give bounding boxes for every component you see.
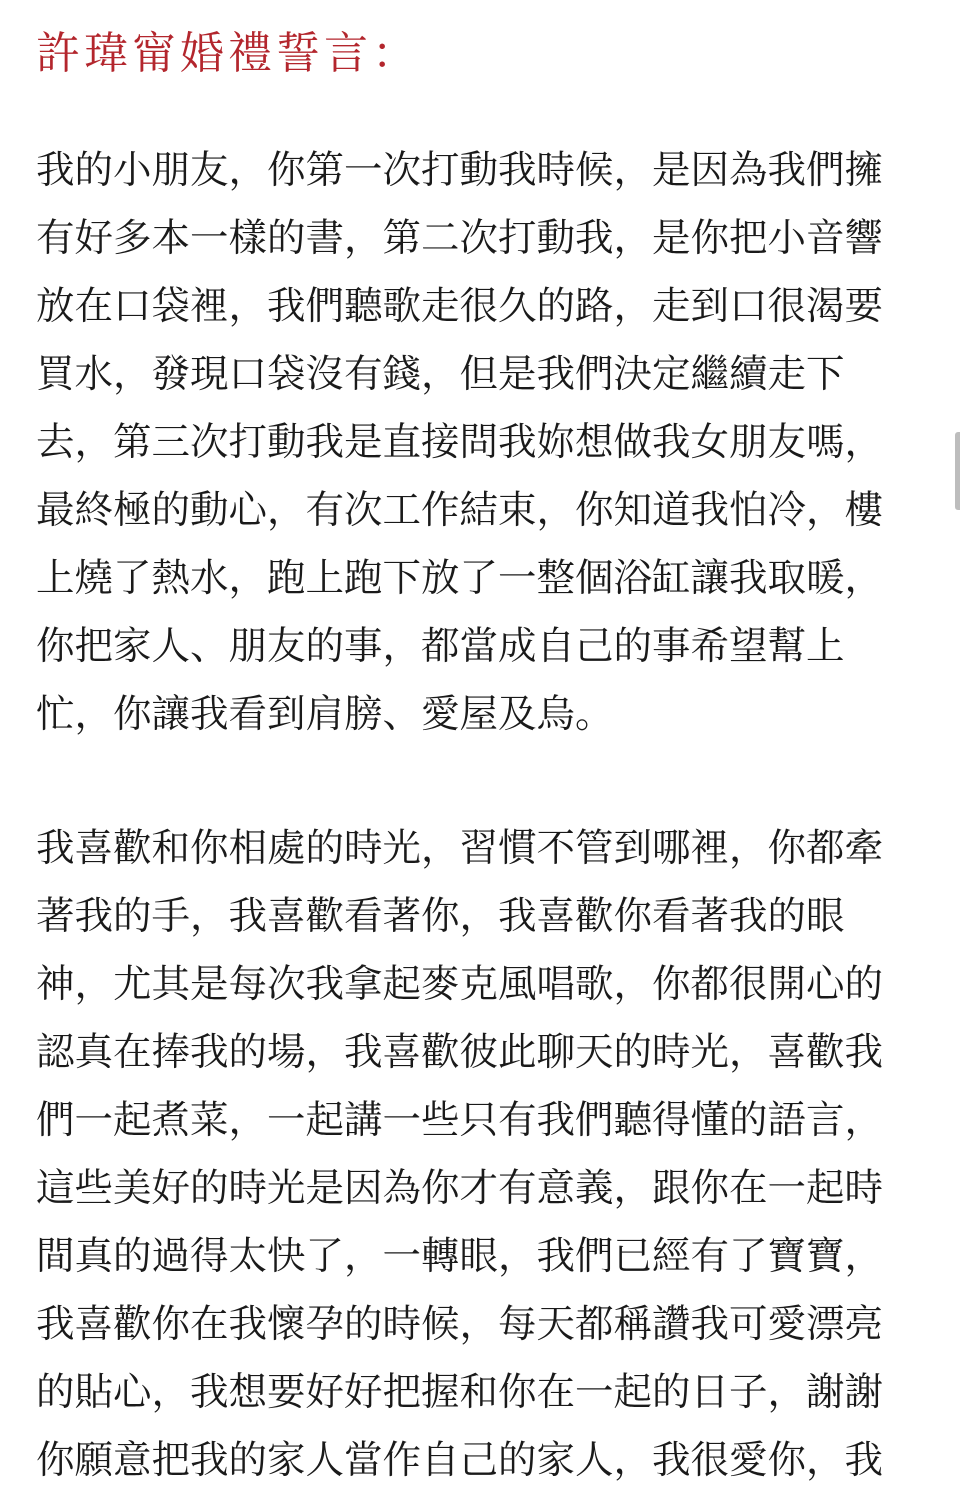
paragraph-line: 你把家人、朋友的事，都當成自己的事希望幫上: [36, 624, 845, 669]
paragraph-line: 的貼心，我想要好好把握和你在一起的日子，謝謝: [36, 1370, 884, 1415]
paragraph-2: [36, 815, 936, 1495]
paragraph-line: 忙，你讓我看到肩膀、愛屋及烏。: [36, 692, 614, 737]
paragraph-line: 們一起煮菜，一起講一些只有我們聽得懂的語言，: [36, 1098, 884, 1143]
paragraph-line: 最終極的動心，有次工作結束，你知道我怕冷，樓: [36, 488, 884, 533]
paragraph-line: 上燒了熱水，跑上跑下放了一整個浴缸讓我取暖，: [36, 556, 884, 601]
paragraph-line: 認真在捧我的場，我喜歡彼此聊天的時光，喜歡我: [36, 1030, 884, 1075]
paragraph-line: 你願意把我的家人當作自己的家人，我很愛你，我: [36, 1438, 884, 1483]
paragraph-1: [36, 137, 936, 749]
paragraph-line: 去，第三次打動我是直接問我妳想做我女朋友嗎，: [36, 420, 884, 465]
scrollbar-thumb[interactable]: [955, 432, 960, 510]
paragraph-line: 放在口袋裡，我們聽歌走很久的路，走到口很渴要: [36, 284, 884, 329]
paragraph-line: 著我的手，我喜歡看著你，我喜歡你看著我的眼: [36, 894, 845, 939]
paragraph-line: 有好多本一樣的書，第二次打動我，是你把小音響: [36, 216, 884, 261]
page-title: 許瑋甯婚禮誓言：: [36, 28, 420, 79]
paragraph-line: 我喜歡和你相處的時光，習慣不管到哪裡，你都牽: [36, 826, 884, 871]
paragraph-line: 神，尤其是每次我拿起麥克風唱歌，你都很開心的: [36, 962, 884, 1007]
paragraph-line: 買水，發現口袋沒有錢，但是我們決定繼續走下: [36, 352, 845, 397]
paragraph-line: 間真的過得太快了，一轉眼，我們已經有了寶寶，: [36, 1234, 884, 1279]
paragraph-line: 我喜歡你在我懷孕的時候，每天都稱讚我可愛漂亮: [36, 1302, 884, 1347]
paragraph-line: 這些美好的時光是因為你才有意義，跟你在一起時: [36, 1166, 884, 1211]
paragraph-line: 我的小朋友，你第一次打動我時候，是因為我們擁: [36, 148, 884, 193]
